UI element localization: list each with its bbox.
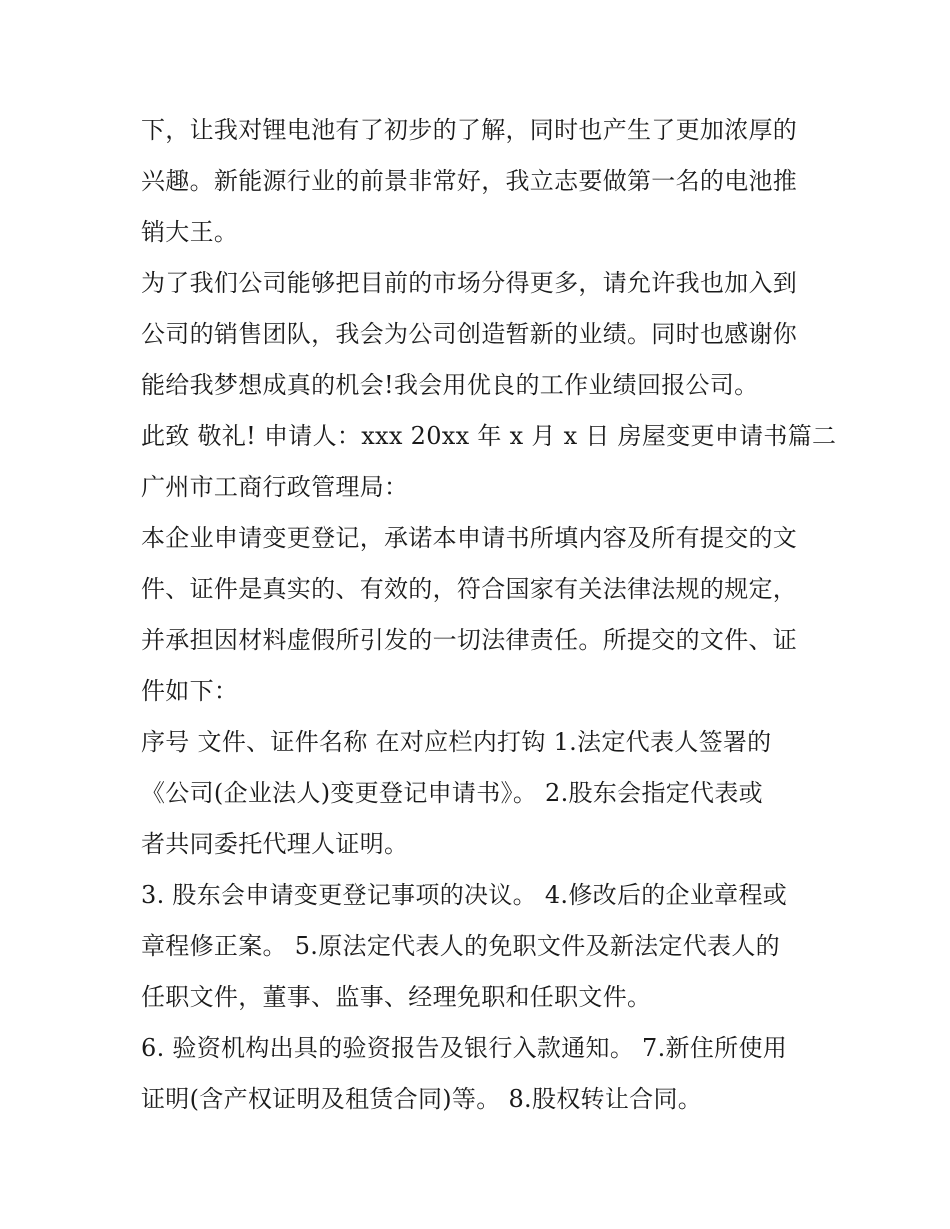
text-line: 销大王。 bbox=[141, 218, 239, 246]
text-line: 公司的销售团队，我会为公司创造暂新的业绩。同时也感谢你 bbox=[141, 320, 798, 348]
text-line: 并承担因材料虚假所引发的一切法律责任。所提交的文件、证 bbox=[141, 626, 798, 654]
text-line: 下，让我对锂电池有了初步的了解，同时也产生了更加浓厚的 bbox=[141, 116, 798, 144]
text-line: 3. 股东会申请变更登记事项的决议。 4.修改后的企业章程或 bbox=[141, 881, 788, 909]
text-line: 广州市工商行政管理局： bbox=[141, 473, 409, 501]
text-line: 序号 文件、证件名称 在对应栏内打钩 1.法定代表人签署的 bbox=[141, 728, 772, 756]
text-line: 任职文件，董事、监事、经理免职和任职文件。 bbox=[141, 983, 652, 1011]
text-line: 件如下： bbox=[141, 677, 239, 705]
text-line: 此致 敬礼! 申请人：xxx 20xx 年 x 月 x 日 房屋变更申请书篇二 bbox=[141, 422, 837, 450]
text-line: 为了我们公司能够把目前的市场分得更多，请允许我也加入到 bbox=[141, 269, 798, 297]
text-line: 本企业申请变更登记，承诺本申请书所填内容及所有提交的文 bbox=[141, 524, 798, 552]
text-line: 者共同委托代理人证明。 bbox=[141, 830, 409, 858]
text-line: 兴趣。新能源行业的前景非常好，我立志要做第一名的电池推 bbox=[141, 167, 798, 195]
text-line: 6. 验资机构出具的验资报告及银行入款通知。 7.新住所使用 bbox=[141, 1034, 788, 1062]
document-body bbox=[141, 105, 837, 1125]
text-line: 证明(含产权证明及租赁合同)等。 8.股权转让合同。 bbox=[141, 1085, 703, 1113]
text-line: 《公司(企业法人)变更登记申请书》。 2.股东会指定代表或 bbox=[141, 779, 763, 807]
text-line: 件、证件是真实的、有效的，符合国家有关法律法规的规定， bbox=[141, 575, 798, 603]
text-line: 能给我梦想成真的机会!我会用优良的工作业绩回报公司。 bbox=[141, 371, 759, 399]
text-line: 章程修正案。 5.原法定代表人的免职文件及新法定代表人的 bbox=[141, 932, 780, 960]
